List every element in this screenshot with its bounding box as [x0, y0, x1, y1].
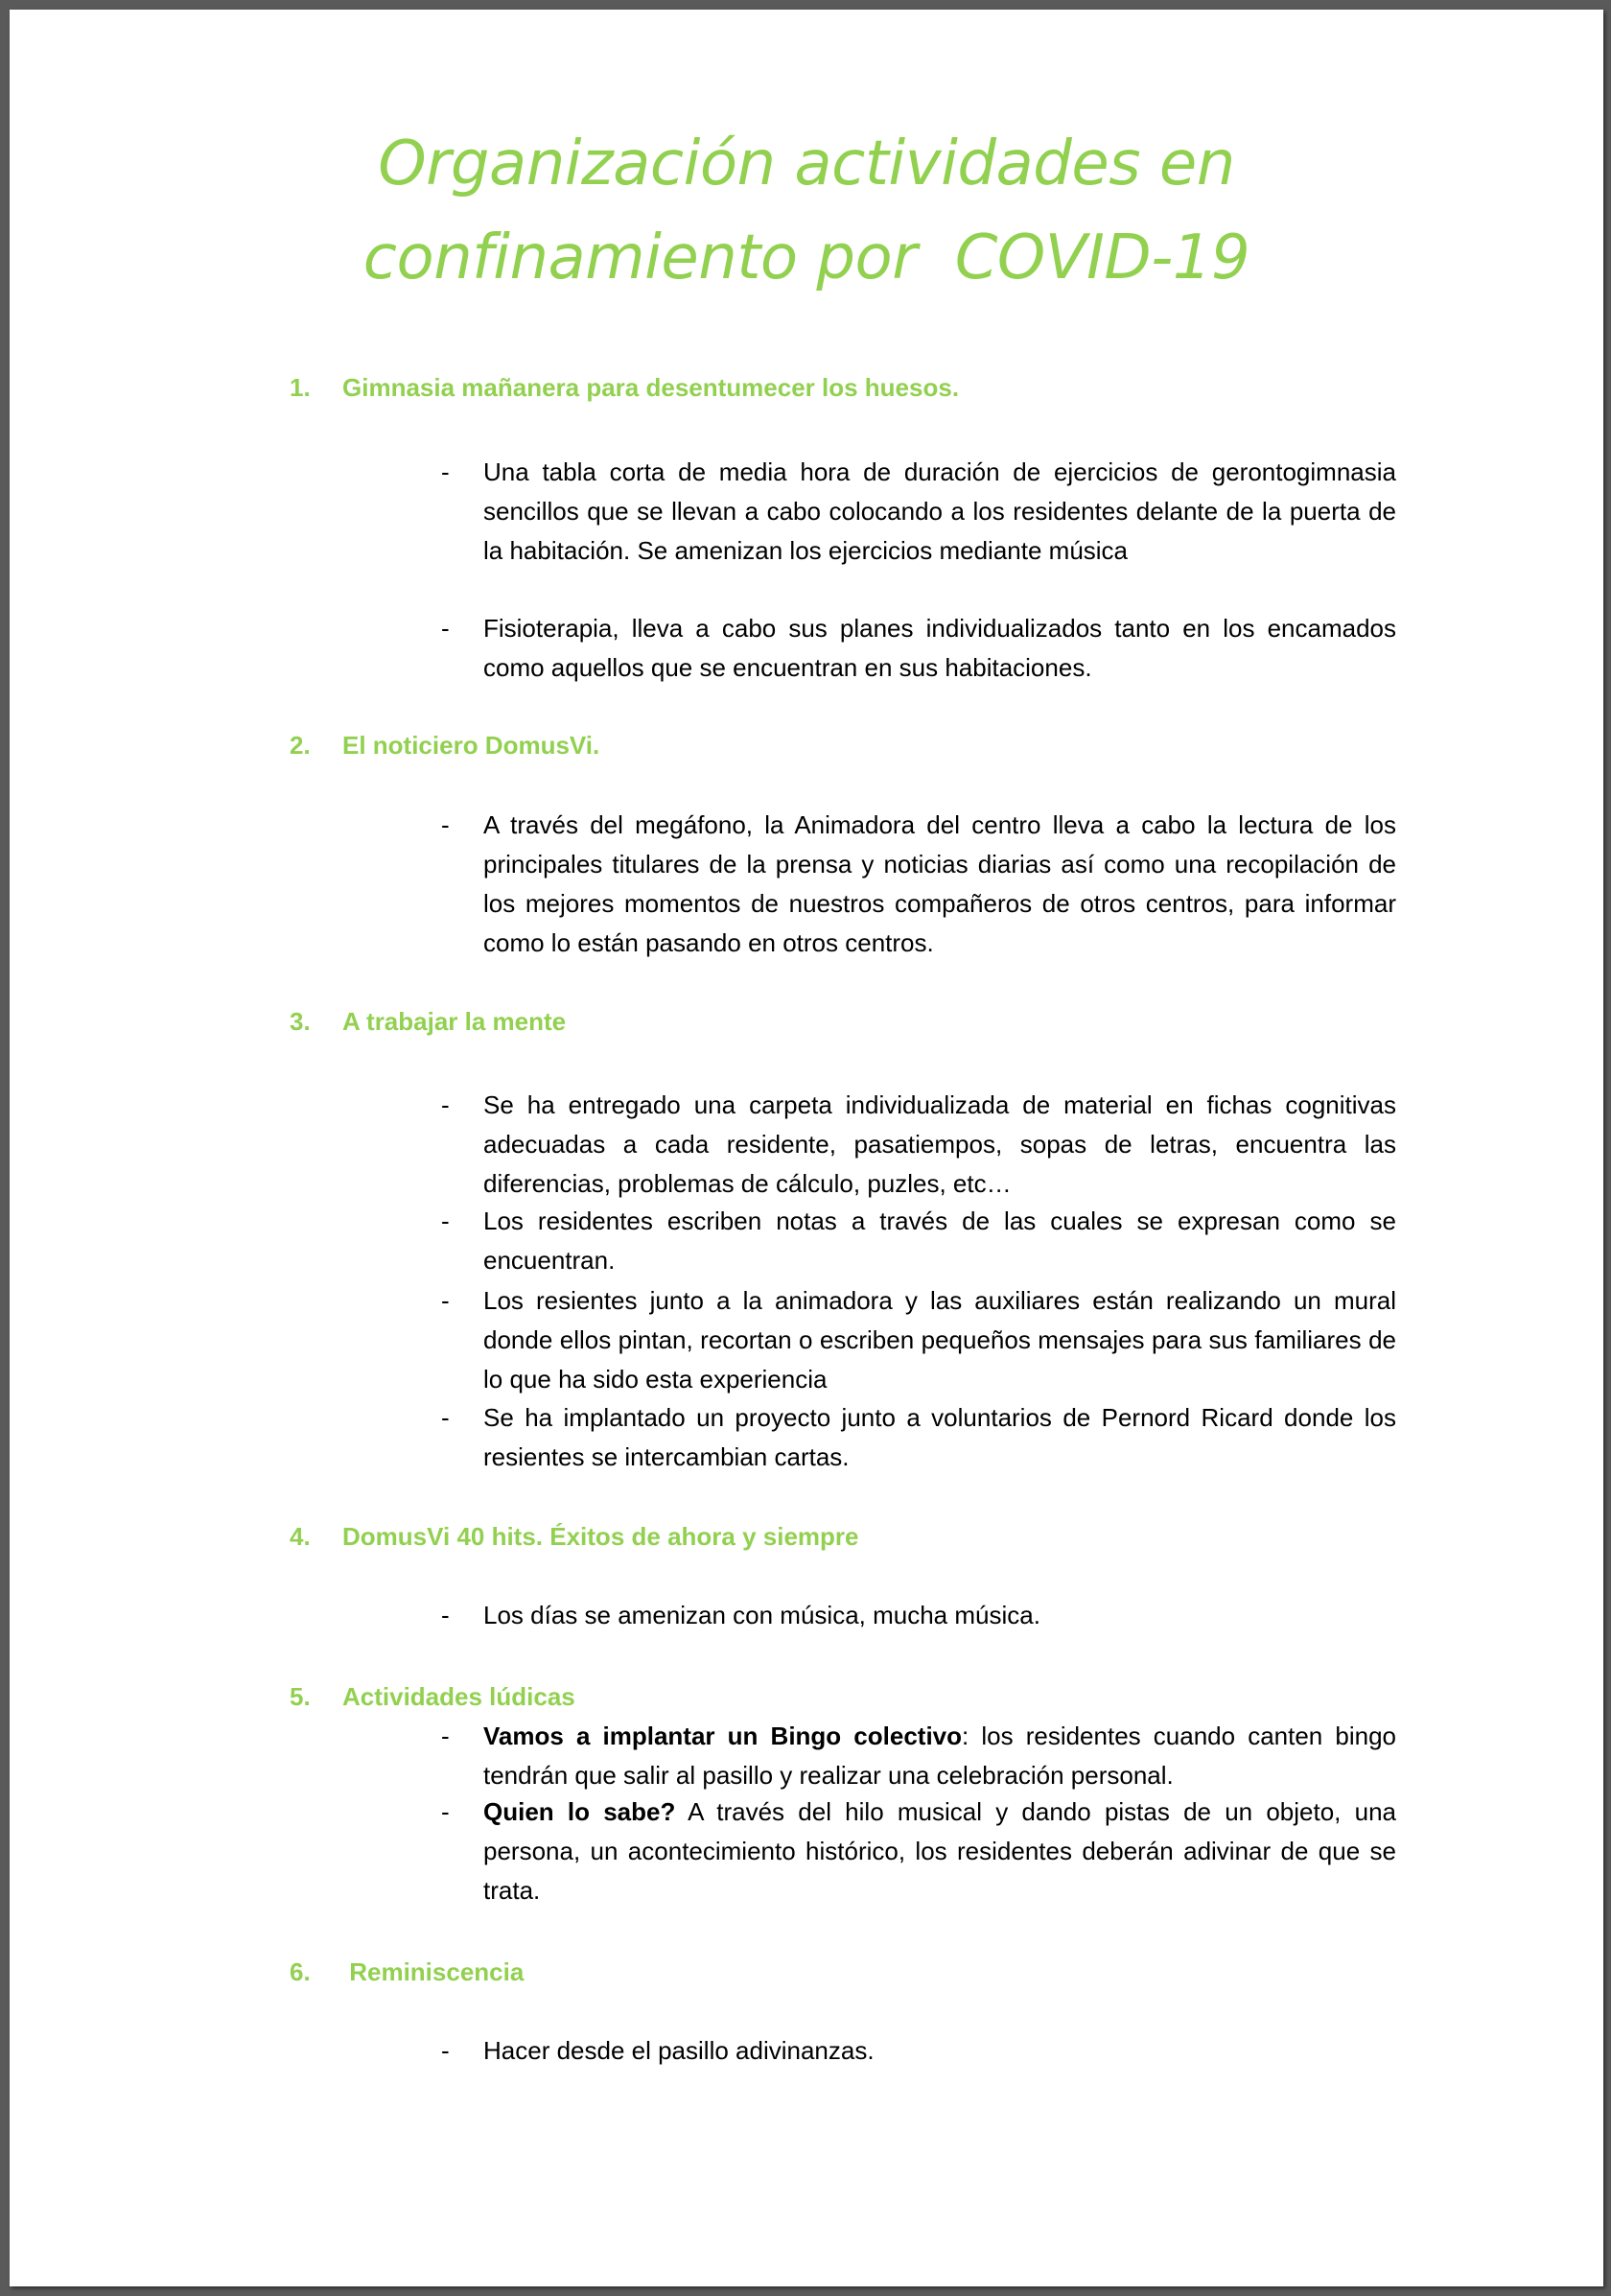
- item-text: A través del hilo musical y dando pistas de un objeto, una persona, un acontecimiento histórico, los residentes deberán adivinar de que se trata.: [483, 1797, 1396, 1905]
- bullet-dash: -: [441, 1797, 450, 1826]
- item-text: A través del megáfono, la Animadora del centro lleva a cabo la lectura de los principales titulares de la prensa y noticias diarias así como una recopilación de los mejores momentos de nuestros compañeros de otros centros, para informar como lo están pasando en otros centros.: [483, 810, 1396, 957]
- section-heading-3: [290, 1002, 566, 1041]
- item-text: Los resientes junto a la animadora y las auxiliares están realizando un mural donde ellos pintan, recortan o escriben pequeños mensajes para sus familiares de lo que ha sido esta experiencia: [483, 1286, 1396, 1394]
- item-text: : los residentes cuando canten bingo tendrán que salir al pasillo y realizar una celebración personal.: [483, 1722, 1396, 1790]
- list-item: [441, 1202, 1396, 1280]
- item-text: Los días se amenizan con música, mucha música.: [483, 1601, 1040, 1629]
- list-item: [441, 1398, 1396, 1477]
- section-number: 5.: [290, 1682, 311, 1711]
- list-item: [441, 806, 1396, 963]
- item-text: Una tabla corta de media hora de duración de ejercicios de gerontogimnasia sencillos que se llevan a cabo colocando a los residentes delante de la puerta de la habitación. Se amenizan los ejercicios mediante música: [483, 457, 1396, 565]
- list-item: [441, 609, 1396, 688]
- section-title: A trabajar la mente: [342, 1007, 567, 1036]
- section-title: Gimnasia mañanera para desentumecer los huesos.: [342, 373, 960, 402]
- section-number: 1.: [290, 373, 311, 402]
- item-text: Los residentes escriben notas a través de las cuales se expresan como se encuentran.: [483, 1207, 1396, 1275]
- section-heading-6: [290, 1953, 524, 1991]
- section-title: El noticiero DomusVi.: [342, 731, 600, 760]
- section-number: 4.: [290, 1522, 311, 1551]
- item-text: Se ha implantado un proyecto junto a voluntarios de Pernord Ricard donde los resientes se intercambian cartas.: [483, 1403, 1396, 1471]
- bullet-dash: -: [441, 1207, 450, 1235]
- bullet-dash: -: [441, 1601, 450, 1629]
- section-title: Reminiscencia: [342, 1957, 525, 1986]
- list-item: [441, 2031, 1396, 2071]
- item-text: Fisioterapia, lleva a cabo sus planes individualizados tanto en los encamados como aquellos que se encuentran en sus habitaciones.: [483, 614, 1396, 682]
- bullet-dash: -: [441, 1286, 450, 1315]
- section-heading-1: [290, 368, 959, 407]
- item-text: Se ha entregado una carpeta individualizada de material en fichas cognitivas adecuadas a cada residente, pasatiempos, sopas de letras, encuentra las diferencias, problemas de cálculo, puzles, etc…: [483, 1090, 1396, 1198]
- section-heading-2: [290, 726, 599, 764]
- bullet-dash: -: [441, 457, 450, 486]
- list-item: [441, 1086, 1396, 1204]
- section-heading-4: [290, 1517, 859, 1556]
- document-page: [10, 10, 1603, 2286]
- bullet-dash: -: [441, 1722, 450, 1750]
- list-item: [441, 1281, 1396, 1399]
- list-item: [441, 1596, 1396, 1635]
- section-number: 3.: [290, 1007, 311, 1036]
- list-item: [441, 1717, 1396, 1795]
- section-number: 2.: [290, 731, 311, 760]
- document-title: [10, 117, 1603, 305]
- list-item: [441, 1792, 1396, 1910]
- bullet-dash: -: [441, 1403, 450, 1432]
- section-title: DomusVi 40 hits. Éxitos de ahora y siempre: [342, 1522, 859, 1551]
- bullet-dash: -: [441, 2036, 450, 2065]
- list-item: [441, 453, 1396, 571]
- section-number: 6.: [290, 1957, 311, 1986]
- title-line-2: confinamiento por COVID-19: [362, 223, 1250, 293]
- bullet-dash: -: [441, 1090, 450, 1119]
- title-line-1: Organización actividades en: [378, 129, 1235, 199]
- item-bold-text: Quien lo sabe?: [483, 1797, 676, 1826]
- section-heading-5: [290, 1677, 575, 1716]
- bullet-dash: -: [441, 614, 450, 643]
- bullet-dash: -: [441, 810, 450, 839]
- section-title: Actividades lúdicas: [342, 1682, 575, 1711]
- item-bold-text: Vamos a implantar un Bingo colectivo: [483, 1722, 963, 1750]
- item-text: Hacer desde el pasillo adivinanzas.: [483, 2036, 875, 2065]
